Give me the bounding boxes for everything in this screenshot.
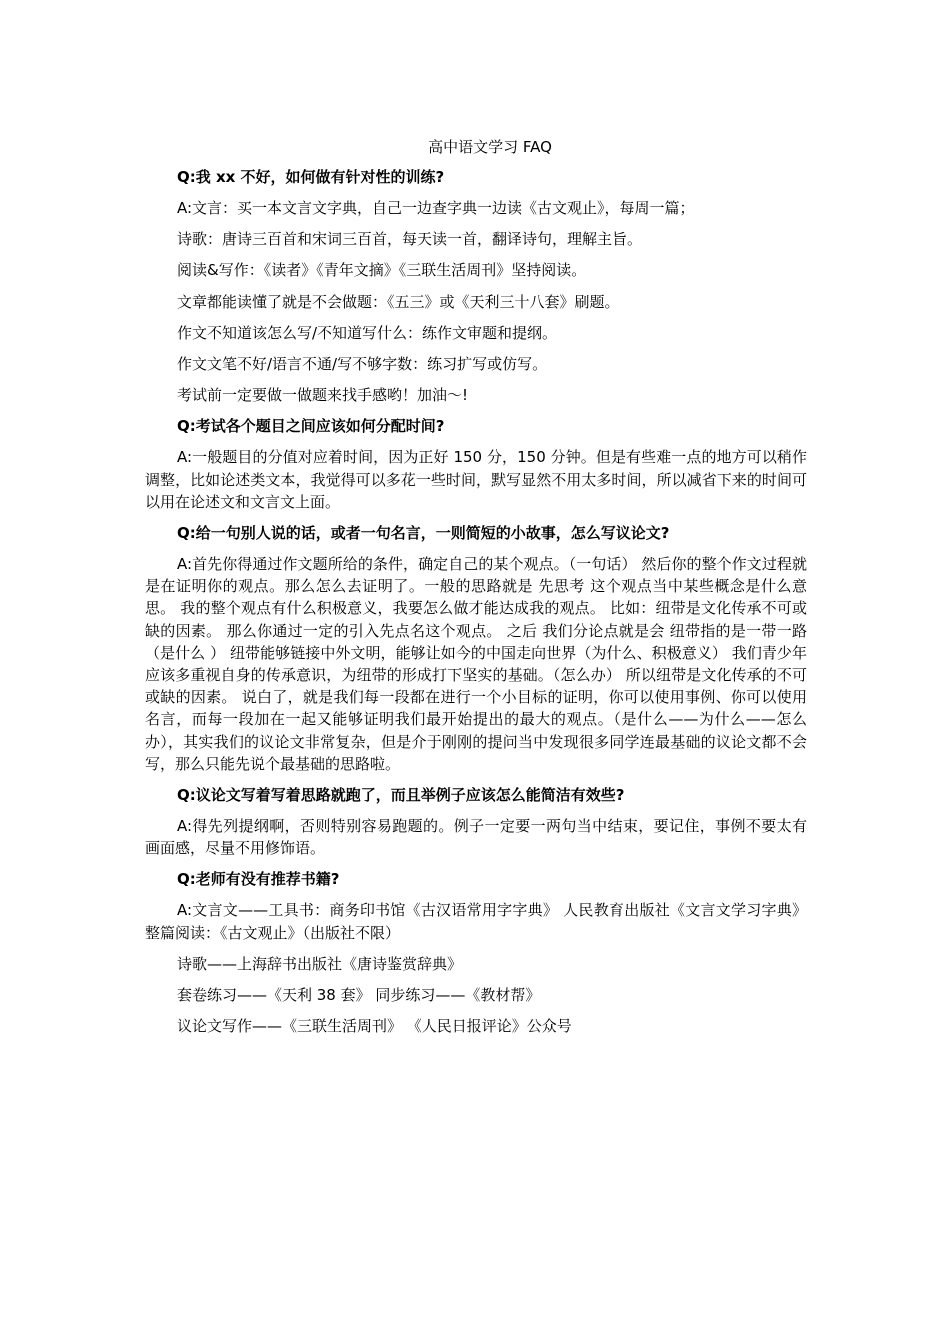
faq-answer: A:得先列提纲啊，否则特别容易跑题的。例子一定要一两句当中结束，要记住，事例不要太有画面感，尽量不用修饰语。	[145, 817, 807, 858]
faq-answer: A:首先你得通过作文题所给的条件，确定自己的某个观点。（一句话） 然后你的整个作文过程就是在证明你的观点。那么怎么去证明了。一般的思路就是 先思考 这个观点当中某些概念是什么意思。 我的整个观点有什么积极意义，我要怎么做才能达成我的观点。 比如：纽带是文化传承不可或缺的因素。 那么你通过一定的引入先点名这个观点。 之后 我们分论点就是会 纽带指的是一带一路（是什么 ） 纽带能够链接中外文明，能够让如今的中国走向世界（为什么、积极意义） 我们青少年应该多重视自身的传承意识，为纽带的形成打下坚实的基础。（怎么办） 所以纽带是文化传承的不可或缺的因素。 说白了，就是我们每一段都在进行一个小目标的证明，你可以使用事例、你可以使用名言，而每一段加在一起又能够证明我们最开始提出的最大的观点。（是什么——为什么——怎么办），其实我们的议论文非常复杂，但是介于刚刚的提问当中发现很多同学连最基础的议论文都不会写，那么只能先说个最基础的思路啦。	[145, 555, 807, 773]
faq-answer: A:文言：买一本文言文字典，自己一边查字典一边读《古文观止》，每周一篇；	[177, 199, 695, 217]
faq-section-5	[145, 868, 807, 1037]
faq-answer: 诗歌——上海辞书出版社《唐诗鉴赏辞典》	[177, 954, 463, 973]
faq-answer: 作文不知道该怎么写/不知道写什么：练作文审题和提纲。	[177, 323, 558, 342]
document-page	[145, 136, 807, 1046]
faq-section-1	[145, 166, 807, 406]
faq-section-3	[145, 522, 807, 775]
faq-answer: 文章都能读懂了就是不会做题：《五三》或《天利三十八套》刷题。	[177, 292, 620, 311]
faq-answer: 套卷练习——《天利 38 套》 同步练习——《教材帮》	[177, 986, 541, 1005]
faq-section-2	[145, 415, 807, 513]
faq-question: Q:给一句别人说的话，或者一句名言，一则简短的小故事，怎么写议论文?	[177, 524, 670, 543]
faq-answer: A:一般题目的分值对应着时间，因为正好 150 分，150 分钟。但是有些难一点的地方可以稍作调整，比如论述类文本，我觉得可以多花一些时间，默写显然不用太多时间，所以减省下来的时间可以用在论述文和文言文上面。	[145, 448, 807, 511]
faq-question: Q:我 xx 不好，如何做有针对性的训练?	[177, 168, 445, 186]
faq-question: Q:老师有没有推荐书籍?	[177, 870, 340, 889]
document-title: 高中语文学习 FAQ	[428, 138, 552, 156]
faq-answer: A:文言文——工具书：商务印书馆《古汉语常用字字典》 人民教育出版社《文言文学习字典》 整篇阅读：《古文观止》（出版社不限）	[145, 901, 807, 942]
faq-question: Q:议论文写着写着思路就跑了，而且举例子应该怎么能简洁有效些?	[177, 786, 625, 805]
faq-answer: 诗歌：唐诗三百首和宋词三百首，每天读一首，翻译诗句，理解主旨。	[177, 230, 643, 249]
faq-answer: 阅读&写作：《读者》《青年文摘》《三联生活周刊》坚持阅读。	[177, 261, 587, 280]
faq-answer: 议论文写作——《三联生活周刊》 《人民日报评论》公众号	[177, 1017, 572, 1036]
faq-answer: 作文文笔不好/语言不通/写不够字数：练习扩写或仿写。	[177, 355, 548, 374]
faq-answer: 考试前一定要做一做题来找手感哟！加油～!	[177, 386, 469, 405]
faq-section-4	[145, 784, 807, 859]
faq-question: Q:考试各个题目之间应该如何分配时间?	[177, 417, 445, 436]
